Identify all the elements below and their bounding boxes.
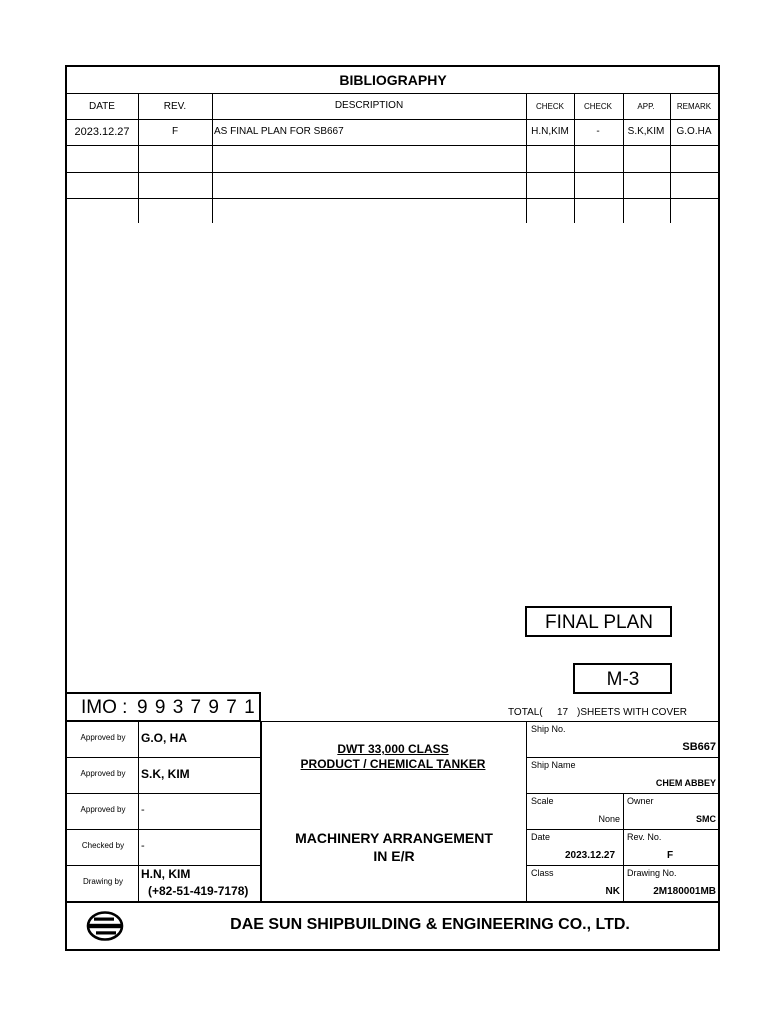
drawing-title-line2: IN E/R bbox=[373, 848, 415, 864]
row-rev: F bbox=[171, 126, 179, 137]
approval-role: Approved by bbox=[80, 805, 126, 814]
approval-phone: (+82-51-419-7178) bbox=[148, 884, 249, 898]
drawing-no-label: Drawing No. bbox=[627, 868, 677, 878]
approval-role: Approved by bbox=[80, 769, 126, 778]
final-plan-text: FINAL PLAN bbox=[544, 612, 654, 633]
row-date: 2023.12.27 bbox=[74, 126, 130, 138]
total-sheets-count: 17 bbox=[557, 707, 569, 718]
approval-name: S.K, KIM bbox=[141, 767, 190, 781]
ship-no-label: Ship No. bbox=[531, 724, 566, 734]
project-type-line: PRODUCT / CHEMICAL TANKER bbox=[300, 757, 486, 771]
daesun-logo-icon bbox=[85, 910, 125, 942]
header-rev: REV. bbox=[163, 101, 187, 112]
class-label: Class bbox=[531, 868, 554, 878]
bibliography-title: BIBLIOGRAPHY bbox=[339, 72, 447, 88]
header-check-1: CHECK bbox=[535, 102, 565, 111]
class-value: NK bbox=[605, 886, 620, 897]
total-sheets-prefix: TOTAL( bbox=[508, 707, 543, 718]
imo-label: IMO : bbox=[81, 697, 128, 718]
ship-no-value: SB667 bbox=[682, 741, 716, 753]
drawing-title-line1: MACHINERY ARRANGEMENT bbox=[295, 830, 493, 846]
row-remark: G.O.HA bbox=[676, 126, 712, 137]
total-sheets-suffix: )SHEETS WITH COVER bbox=[577, 707, 688, 718]
scale-label: Scale bbox=[531, 796, 554, 806]
approval-role: Approved by bbox=[80, 733, 126, 742]
drawing-code-text: M-3 bbox=[606, 669, 640, 690]
drawing-no-value: 2M180001MB bbox=[653, 886, 716, 897]
row-app: S.K,KIM bbox=[627, 126, 665, 137]
scale-value: None bbox=[598, 814, 620, 824]
imo-box bbox=[65, 692, 261, 722]
rev-label: Rev. No. bbox=[627, 832, 662, 842]
ship-name-value: CHEM ABBEY bbox=[655, 778, 716, 788]
header-date: DATE bbox=[89, 101, 115, 112]
row-description: AS FINAL PLAN FOR SB667 bbox=[214, 126, 344, 137]
owner-value: SMC bbox=[696, 814, 716, 824]
header-description: DESCRIPTION bbox=[334, 100, 404, 111]
approval-name: - bbox=[141, 840, 145, 852]
approval-role: Drawing by bbox=[82, 877, 124, 886]
approval-name: - bbox=[141, 804, 145, 816]
approval-name: H.N, KIM bbox=[141, 867, 191, 881]
header-remark: REMARK bbox=[676, 102, 712, 111]
row-check-1: H.N,KIM bbox=[531, 126, 569, 137]
header-app: APP. bbox=[637, 102, 655, 111]
approval-name: G.O, HA bbox=[141, 731, 188, 745]
header-check-2: CHECK bbox=[583, 102, 613, 111]
approval-role: Checked by bbox=[81, 841, 125, 850]
imo-number: 9 9 3 7 9 7 1 bbox=[137, 697, 256, 718]
drawing-code-stamp bbox=[573, 663, 672, 694]
ship-name-label: Ship Name bbox=[531, 760, 576, 770]
owner-label: Owner bbox=[627, 796, 654, 806]
rev-value: F bbox=[666, 850, 674, 861]
row-check-2: - bbox=[596, 126, 600, 137]
date-value: 2023.12.27 bbox=[565, 850, 616, 861]
company-name: DAE SUN SHIPBUILDING & ENGINEERING CO., LTD. bbox=[230, 916, 630, 933]
project-class-line: DWT 33,000 CLASS bbox=[337, 742, 449, 756]
final-plan-stamp bbox=[525, 606, 672, 637]
date-label: Date bbox=[531, 832, 551, 842]
